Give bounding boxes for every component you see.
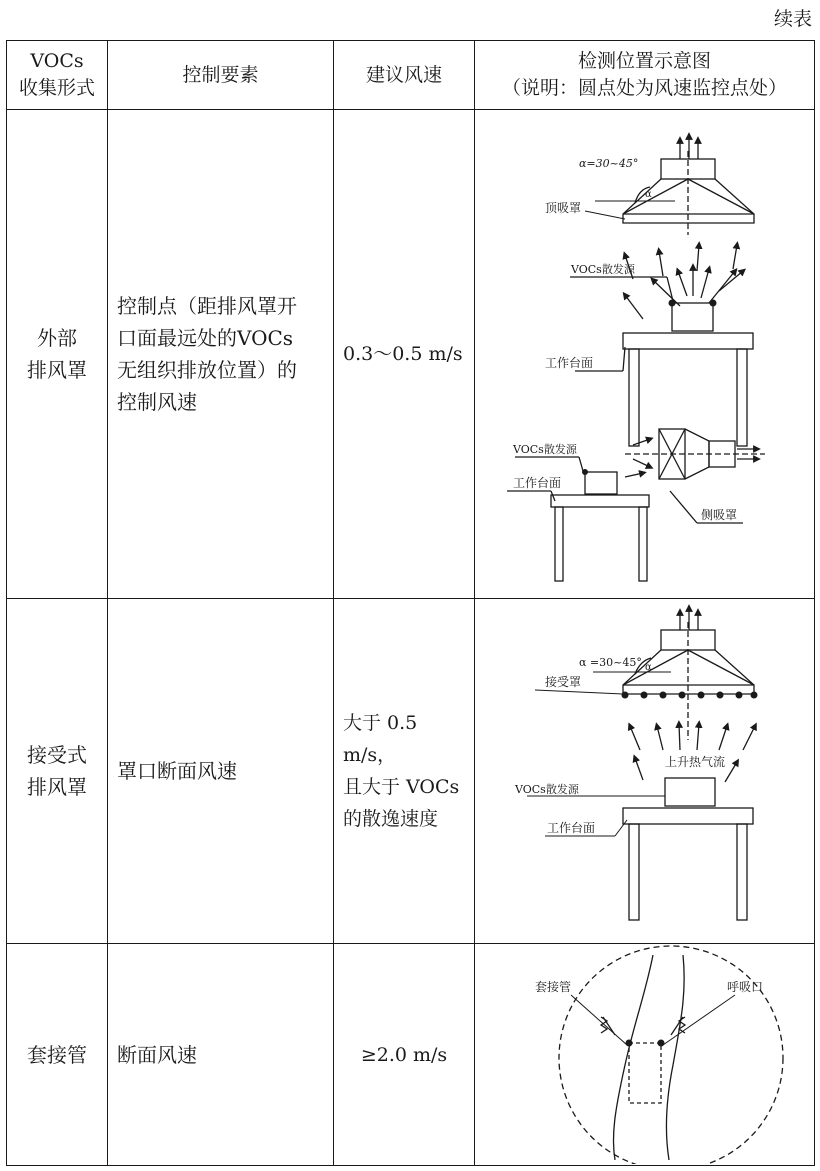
alpha-symbol: α	[645, 189, 652, 200]
control-cell	[108, 599, 334, 944]
continued-label: 续表	[773, 8, 812, 30]
alpha-label: α=30~45°	[579, 157, 639, 170]
top-hood-icon	[585, 136, 754, 235]
top-hood-label: 顶吸罩	[545, 201, 582, 215]
speed-line: 大于 0.5 m/s，	[343, 712, 418, 766]
form-line: 接受式	[27, 743, 87, 767]
form-cell	[7, 599, 108, 944]
diagram-cell	[475, 944, 815, 1166]
form-cell	[7, 944, 108, 1166]
source-label: VOCs散发源	[515, 783, 579, 796]
header-row	[7, 41, 815, 110]
rising-air-label: 上升热气流	[665, 755, 726, 769]
monitor-points	[622, 692, 758, 699]
header-col4	[475, 41, 815, 110]
control-line: 无组织排放位置）的	[117, 358, 297, 382]
sleeve-pipe-icon	[571, 955, 735, 1160]
form-line: 排风罩	[27, 775, 87, 799]
source-label: VOCs散发源	[571, 263, 635, 276]
control-cell	[108, 110, 334, 599]
speed-line: ≥2.0 m/s	[360, 1043, 448, 1066]
speed-cell	[334, 110, 475, 599]
control-line: 断面风速	[117, 1042, 197, 1067]
control-line: 控制点（距排风罩开	[117, 294, 297, 318]
external-hood-diagram	[475, 111, 813, 597]
form-line: 外部	[37, 326, 77, 350]
alpha-symbol: α	[645, 662, 652, 673]
header-col3: 建议风速	[334, 41, 475, 110]
monitor-points	[582, 300, 717, 476]
source-label: VOCs散发源	[513, 443, 577, 456]
header-col1-line1: VOCs	[30, 50, 84, 72]
worktable-label: 工作台面	[513, 476, 562, 490]
worktable-icon	[527, 778, 753, 920]
form-cell	[7, 110, 108, 599]
form-line: 排风罩	[27, 358, 87, 382]
header-col4-line2: （说明：圆点处为风速监控点处）	[501, 77, 787, 99]
diagram-cell	[475, 110, 815, 599]
side-hood-label: 侧吸罩	[701, 508, 738, 522]
alpha-label: α =30~45°	[579, 656, 642, 669]
hood-label: 接受罩	[545, 675, 582, 689]
diagram-cell	[475, 599, 815, 944]
table-row	[7, 944, 815, 1166]
form-line: 套接管	[27, 1042, 87, 1067]
header-col1-line2: 收集形式	[18, 77, 95, 99]
table-row	[7, 110, 815, 599]
speed-cell	[334, 944, 475, 1166]
breathing-zone-circle	[559, 946, 783, 1164]
control-line: 口面最远处的VOCs	[117, 326, 294, 350]
speed-line: 且大于 VOCs	[343, 776, 460, 798]
control-line: 控制风速	[117, 390, 197, 414]
mouth-label: 呼吸口	[727, 980, 764, 994]
speed-cell	[334, 599, 475, 944]
header-col4-line1: 检测位置示意图	[577, 50, 711, 72]
sleeve-pipe-diagram	[475, 945, 813, 1164]
header-col2: 控制要素	[108, 41, 334, 110]
header-col1	[7, 41, 108, 110]
voc-collection-table	[6, 40, 815, 1166]
receiving-hood-diagram	[475, 600, 813, 942]
pipe-label: 套接管	[535, 980, 572, 994]
control-line: 罩口断面风速	[117, 759, 237, 783]
speed-line: 0.3～0.5 m/s	[343, 343, 463, 365]
table-row	[7, 599, 815, 944]
worktable-label: 工作台面	[547, 821, 596, 835]
receiving-hood-icon	[535, 608, 754, 740]
worktable-label: 工作台面	[545, 356, 594, 370]
speed-line: 的散逸速度	[343, 808, 439, 830]
control-cell	[108, 944, 334, 1166]
